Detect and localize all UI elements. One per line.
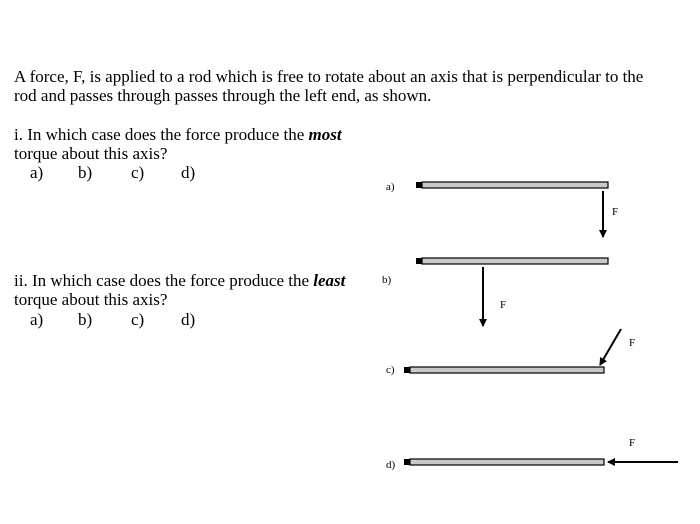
- question-2-choice-c[interactable]: c): [131, 310, 145, 329]
- case-d-force-label: F: [629, 437, 636, 449]
- case-b-force-label: F: [500, 299, 507, 311]
- case-d-label: d): [386, 459, 396, 471]
- problem-line-1: A force, F, is applied to a rod which is free to rotate about an axis that is perpendicular to the: [14, 67, 644, 86]
- case-a-rod: [422, 182, 608, 188]
- case-d-rod: [410, 459, 604, 465]
- case-b-rod: [422, 258, 608, 264]
- problem-line-2: rod and passes through passes through the left end, as shown.: [14, 86, 432, 105]
- case-c-label: c): [386, 364, 395, 376]
- case-a-force-label: F: [612, 206, 619, 218]
- question-2-choice-d[interactable]: d): [181, 310, 196, 329]
- question-1-choice-d[interactable]: d): [181, 163, 196, 182]
- case-d: [386, 437, 678, 471]
- question-2-prefix: ii. In which case does the force produce the: [14, 271, 314, 290]
- question-1-line-2: torque about this axis?: [14, 144, 168, 163]
- question-1-prefix: i. In which case does the force produce the: [14, 125, 309, 144]
- case-a-label: a): [386, 181, 395, 193]
- case-b-pivot: [416, 258, 422, 264]
- question-1-emphasis: most: [308, 125, 342, 144]
- question-1-choice-b[interactable]: b): [78, 163, 93, 182]
- question-2-emphasis: least: [313, 271, 346, 290]
- case-c-rod: [410, 367, 604, 373]
- question-1-choice-a[interactable]: a): [30, 163, 44, 182]
- case-b: [382, 258, 608, 326]
- case-d-pivot: [404, 459, 410, 465]
- case-b-label: b): [382, 274, 392, 286]
- case-c: [386, 329, 635, 376]
- case-a-pivot: [416, 182, 422, 188]
- question-2-choice-a[interactable]: a): [30, 310, 44, 329]
- case-a: [386, 181, 618, 237]
- case-c-pivot: [404, 367, 410, 373]
- case-c-force-arrow: [600, 329, 621, 365]
- case-c-force-label: F: [629, 337, 636, 349]
- question-1-choice-c[interactable]: c): [131, 163, 145, 182]
- question-2-line-2: torque about this axis?: [14, 290, 168, 309]
- question-2-choice-b[interactable]: b): [78, 310, 93, 329]
